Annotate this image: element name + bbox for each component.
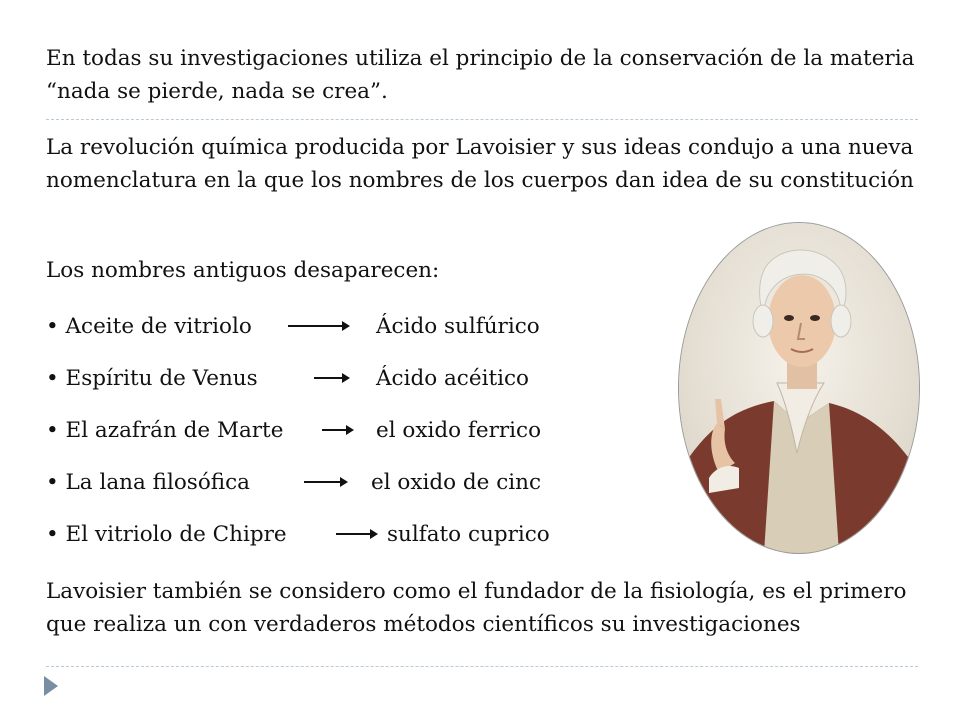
dashed-separator-bottom xyxy=(46,666,918,667)
triangle-marker-icon xyxy=(44,676,58,696)
old-name: • La lana filosófica xyxy=(46,470,250,495)
old-name: • El azafrán de Marte xyxy=(46,418,284,443)
new-name: sulfato cuprico xyxy=(387,522,550,547)
dashed-separator-top xyxy=(46,119,918,120)
right-arrow-icon xyxy=(336,533,376,535)
old-name: • Aceite de vitriolo xyxy=(46,314,252,339)
new-name: el oxido ferrico xyxy=(376,418,542,443)
new-name: Ácido acéitico xyxy=(376,366,529,391)
old-name: • El vitriolo de Chipre xyxy=(46,522,287,547)
paragraph-conservation: En todas su investigaciones utiliza el principio de la conservación de la materia “nada se pierde, nada se crea”. xyxy=(46,46,915,104)
right-arrow-icon xyxy=(314,377,348,379)
right-arrow-icon xyxy=(288,325,348,327)
paragraph-revolution: La revolución química producida por Lavoisier y sus ideas condujo a una nueva nomenclatura en la que los nombres de los cuerpos dan idea de su constitución xyxy=(46,135,914,193)
lavoisier-portrait xyxy=(678,222,920,554)
paragraph-physiology: Lavoisier también se considero como el fundador de la fisiología, es el primero que realiza un con verdaderos métodos científicos su investigaciones xyxy=(46,579,907,637)
right-arrow-icon xyxy=(304,481,346,483)
paragraph-old-names-heading: Los nombres antiguos desaparecen: xyxy=(46,258,440,283)
old-name: • Espíritu de Venus xyxy=(46,366,258,391)
new-name: Ácido sulfúrico xyxy=(376,314,540,339)
new-name: el oxido de cinc xyxy=(371,470,542,495)
right-arrow-icon xyxy=(322,429,352,431)
